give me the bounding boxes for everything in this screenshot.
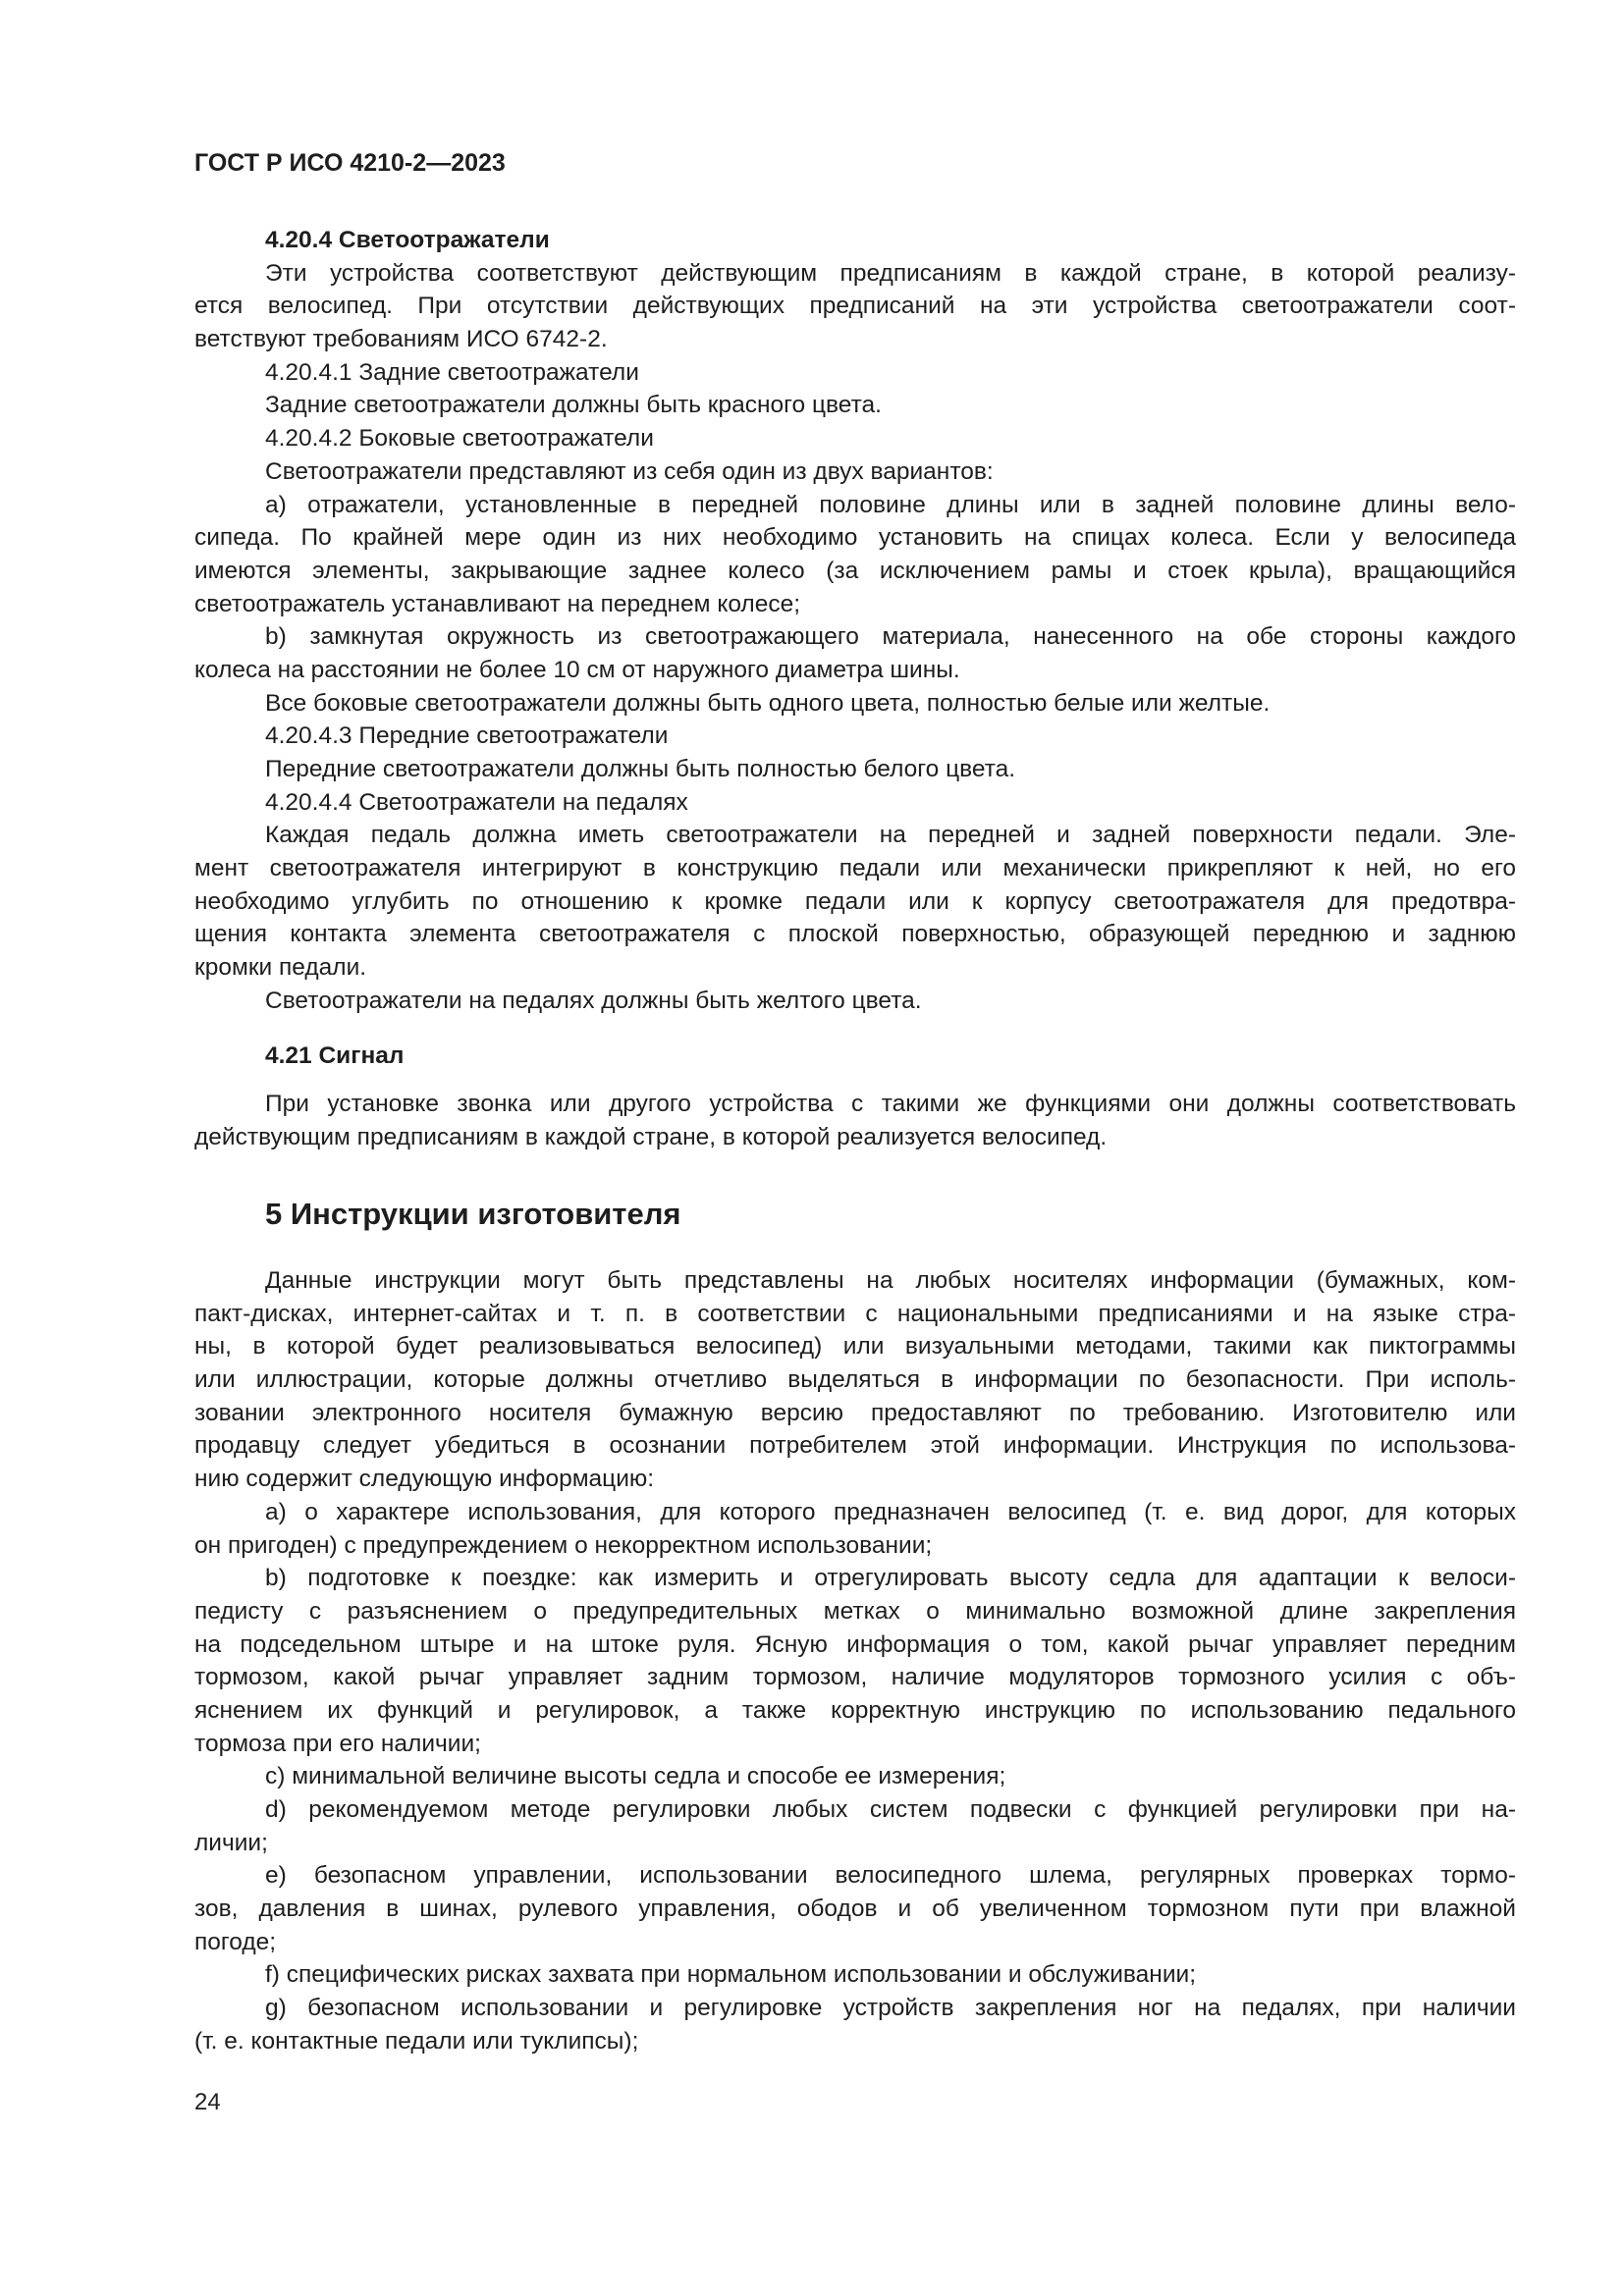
text-line: 4.20.4.1 Задние светоотражатели [265,358,639,386]
document-header: ГОСТ Р ИСО 4210-2—2023 [194,149,506,177]
text-line: ны, в которой будет реализовываться велосипед) или визуальными методами, такими как пиктограммы [194,1333,1516,1361]
text-line: или иллюстрации, которые должны отчетливо выделяться в информации по безопасности. При исполь- [194,1366,1516,1394]
text-line: кромки педали. [194,954,367,982]
text-line: продавцу следует убедиться в осознании потребителем этой информации. Инструкция по использова- [194,1432,1516,1460]
text-line: яснением их функций и регулировок, а также корректную инструкцию по использованию педального [194,1696,1516,1724]
text-line: Передние светоотражатели должны быть полностью белого цвета. [265,756,1016,782]
page-number: 24 [194,2089,221,2115]
heading-4-21 [194,1040,1516,1073]
heading-line: 4.20.4 Светоотражатели [265,227,550,253]
text-line: нию содержит следующую информацию: [194,1466,655,1493]
text-line: щения контакта элемента светоотражателя с плоской поверхностью, образующей переднюю и заднюю [194,921,1516,948]
text-line: ветствуют требованиям ИСО 6742-2. [194,326,608,353]
text-line: Данные инструкции могут быть представлены на любых носителях информации (бумажных, ком- [265,1267,1516,1294]
text-line: действующим предписаниям в каждой стране, в которой реализуется велосипед. [194,1123,1108,1150]
text-line: d) рекомендуемом методе регулировки любых систем подвески с функцией регулировки при на- [265,1796,1516,1823]
text-line: 4.20.4.2 Боковые светоотражатели [265,425,654,453]
text-line: Светоотражатели представляют из себя один из двух вариантов: [265,457,994,485]
text-line: c) минимальной величине высоты седла и способе ее измерения; [265,1763,1006,1790]
text-line: (т. е. контактные педали или туклипсы); [194,2027,639,2055]
text-line: на подседельном штыре и на штоке руля. Ясную информация о том, какой рычаг управляет передним [194,1630,1516,1658]
text-line: педисту с разъяснением о предупредительных метках о минимально возможной длине закрепления [194,1597,1516,1625]
text-line: пакт-дисках, интернет-сайтах и т. п. в соответствии с национальными предписаниями и на языке стра- [194,1300,1516,1327]
heading-line: 4.21 Сигнал [265,1042,405,1069]
section-5-text [194,1264,1516,2058]
text-line: Светоотражатели на педалях должны быть желтого цвета. [265,987,922,1014]
text-line: необходимо углубить по отношению к кромке педали или к корпусу светоотражателя для предотвра- [194,887,1516,915]
text-line: b) замкнутая окружность из светоотражающего материала, нанесенного на обе стороны каждого [265,623,1516,651]
text-line: Задние светоотражатели должны быть красного цвета. [265,392,882,419]
text-line: имеются элементы, закрывающие заднее колесо (за исключением рамы и стоек крыла), вращающийся [194,557,1516,584]
text-line: ется велосипед. При отсутствии действующих предписаний на эти устройства светоотражатели соот- [194,293,1516,320]
section-4-20-4 [194,224,1516,1018]
text-line: погоде; [194,1928,277,1955]
text-line: b) подготовке к поездке: как измерить и отрегулировать высоту седла для адаптации к велоси- [265,1565,1516,1592]
text-line: 4.20.4.4 Светоотражатели на педалях [265,788,688,816]
text-line: Каждая педаль должна иметь светоотражатели на передней и задней поверхности педали. Эле- [265,822,1516,849]
text-line: колеса на расстоянии не более 10 см от наружного диаметра шины. [194,656,960,683]
text-line: сипеда. По крайней мере один из них необходимо установить на спицах колеса. Если у велосипеда [194,524,1516,552]
text-line: g) безопасном использовании и регулировке устройств закрепления ног на педалях, при наличии [265,1995,1516,2022]
text-line: личии; [194,1829,268,1856]
text-line: a) отражатели, установленные в передней половине длины или в задней половине длины вело- [265,491,1516,518]
text-line: зов, давления в шинах, рулевого управления, ободов и об увеличенном тормозном пути при влажной [194,1896,1516,1923]
text-line: он пригоден) с предупреждением о некорректном использовании; [194,1531,933,1559]
text-line: Все боковые светоотражатели должны быть одного цвета, полностью белые или желтые. [265,689,1271,717]
text-line: При установке звонка или другого устройства с такими же функциями они должны соответствовать [265,1091,1516,1117]
text-line: Эти устройства соответствуют действующим предписаниям в каждой стране, в которой реализу- [265,259,1516,287]
text-line: зовании электронного носителя бумажную версию предоставляют по требованию. Изготовителю или [194,1399,1516,1426]
text-line: тормозом, какой рычаг управляет задним тормозом, наличие модуляторов тормозного усилия с объ- [194,1664,1516,1691]
text-line: тормоза при его наличии; [194,1730,481,1757]
text-line: мент светоотражателя интегрируют в конструкцию педали или механически прикрепляют к ней, но его [194,855,1516,882]
text-line: 4.20.4.3 Передние светоотражатели [265,722,669,750]
text-line: светоотражатель устанавливают на переднем колесе; [194,590,801,617]
text-line: e) безопасном управлении, использовании велосипедного шлема, регулярных проверках тормо- [265,1862,1516,1890]
text-line: f) специфических рисках захвата при нормальном использовании и обслуживании; [265,1961,1196,1989]
section-5-title: 5 Инструкции изготовителя [265,1197,681,1231]
section-4-21-text [194,1088,1516,1153]
text-line: a) о характере использования, для которого предназначен велосипед (т. е. вид дорог, для которых [265,1498,1516,1525]
